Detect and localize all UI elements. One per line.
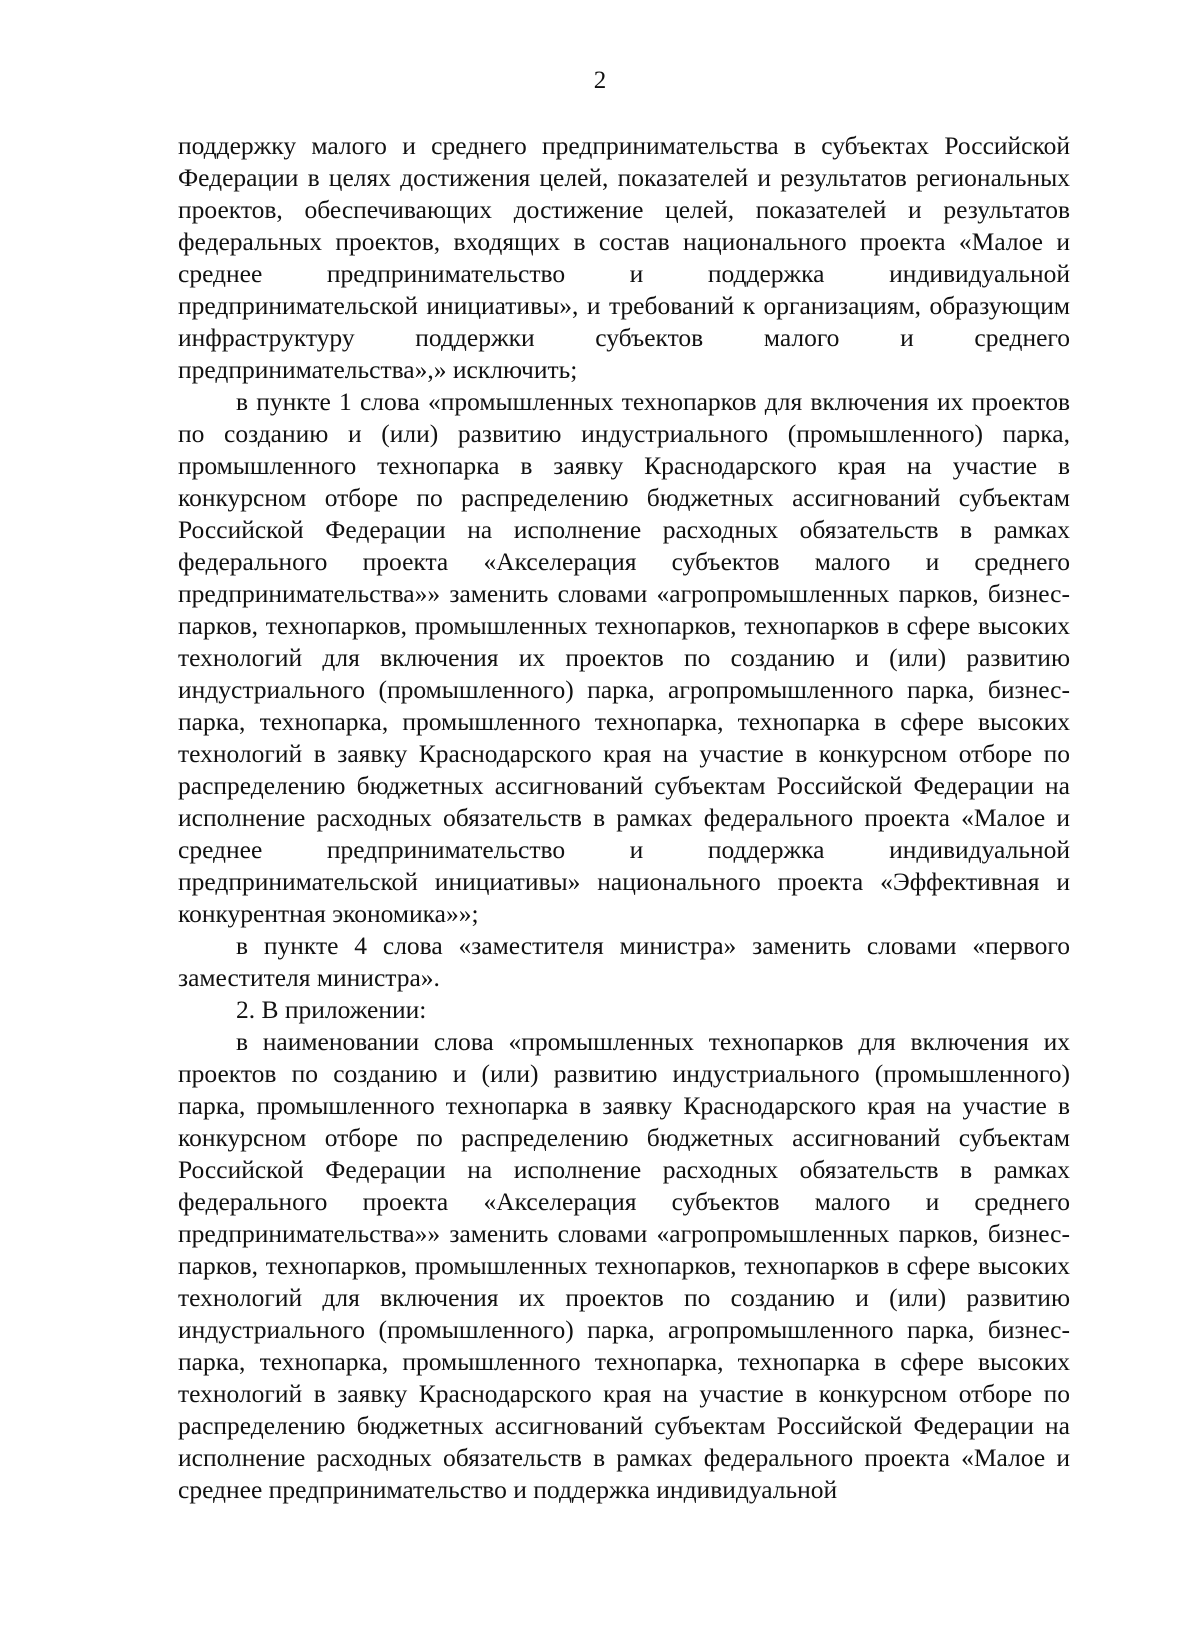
paragraph-name: в наименовании слова «промышленных технопарков для включения их проектов по созданию и (или) развитию индустриального (промышленного) парка, промышленного технопарка в заявку Краснодарского края на участие в конкурсном отборе по распределению бюджетных ассигнований субъектам Российской Федерации на исполнение расходных обязательств в рамках федерального проекта «Акселерация субъектов малого и среднего предпринимательства»» заменить словами «агропромышленных парков, бизнес-парков, технопарков, промышленных технопарков, технопарков в сфере высоких технологий для включения их проектов по созданию и (или) развитию индустриального (промышленного) парка, агропромышленного парка, бизнес-парка, технопарка, промышленного технопарка, технопарка в сфере высоких технологий в заявку Краснодарского края на участие в конкурсном отборе по распределению бюджетных ассигнований субъектам Российской Федерации на исполнение расходных обязательств в рамках федерального проекта «Малое и среднее предпринимательство и поддержка индивидуальной — [178, 1027, 1070, 1504]
document-body — [178, 130, 1070, 1506]
paragraph-point-4: в пункте 4 слова «заместителя министра» заменить словами «первого заместителя министра». — [178, 931, 1070, 992]
paragraph-section-2: 2. В приложении: — [236, 995, 427, 1024]
page-number: 2 — [593, 67, 607, 94]
paragraph-continuation: поддержку малого и среднего предпринимательства в субъектах Российской Федерации в целях достижения целей, показателей и результатов региональных проектов, обеспечивающих достижение целей, показателей и результатов федеральных проектов, входящих в состав национального проекта «Малое и среднее предпринимательство и поддержка индивидуальной предпринимательской инициативы», и требований к организациям, образующим инфраструктуру поддержки субъектов малого и среднего предпринимательства»,» исключить; — [178, 131, 1070, 384]
paragraph-point-1: в пункте 1 слова «промышленных технопарков для включения их проектов по созданию и (или) развитию индустриального (промышленного) парка, промышленного технопарка в заявку Краснодарского края на участие в конкурсном отборе по распределению бюджетных ассигнований субъектам Российской Федерации на исполнение расходных обязательств в рамках федерального проекта «Акселерация субъектов малого и среднего предпринимательства»» заменить словами «агропромышленных парков, бизнес-парков, технопарков, промышленных технопарков, технопарков в сфере высоких технологий для включения их проектов по созданию и (или) развитию индустриального (промышленного) парка, агропромышленного парка, бизнес-парка, технопарка, промышленного технопарка, технопарка в сфере высоких технологий в заявку Краснодарского края на участие в конкурсном отборе по распределению бюджетных ассигнований субъектам Российской Федерации на исполнение расходных обязательств в рамках федерального проекта «Малое и среднее предпринимательство и поддержка индивидуальной предпринимательской инициативы» национального проекта «Эффективная и конкурентная экономика»»; — [178, 387, 1070, 928]
